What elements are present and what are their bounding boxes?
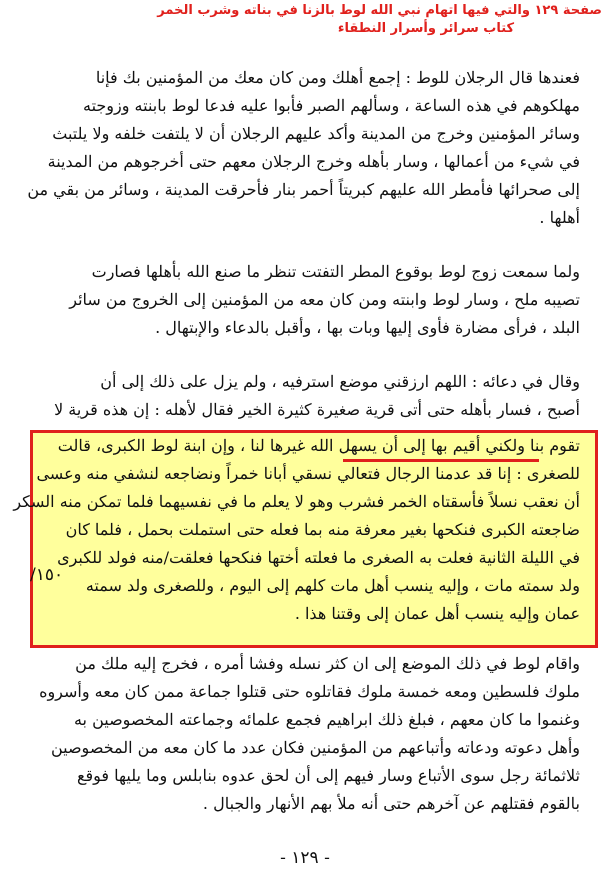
page-number: - ١٢٩ -	[280, 848, 330, 868]
text-line: وسائر المؤمنين وخرج من المدينة وأكد عليهم الرجلان أن لا يلتفت خلفه ولا يلتبث	[52, 124, 580, 143]
text-line: البلد ، فرأى مضارة فأوى إليها وبات بها ، وأقبل بالدعاء والإبتهال .	[155, 318, 580, 337]
text-line: ولد سمته مات ، وإليه ينسب أهل مات كلهم إلى اليوم ، وللصغرى ولد سمته	[85, 576, 580, 595]
header-line-1: صفحة ١٢٩ والتي فيها اتهام نبي الله لوط بالزنا في بناته وشرب الخمر	[157, 3, 602, 18]
text-line: ثلاثمائة رجل سوى الأتباع وسار فيهم إلى أن لحق عدوه بنابلس وما يليها فوقع	[77, 766, 580, 785]
text-line: فعندها قال الرجلان للوط : إجمع أهلك ومن كان معك من المؤمنين بك فإنا	[95, 68, 580, 87]
header-line-2: كتاب سرائر وأسرار النطقاء	[337, 21, 515, 36]
text-line: للصغرى : إنا قد عدمنا الرجال فتعالي نسقي أبانا خمراً ونضاجعه لنشفي منه وعسى	[36, 464, 580, 483]
text-line: إلى صحرائها فأمطر الله عليهم كبريتاً أحمر بنار فأحرقت المدينة ، وسائر من بقي من	[27, 180, 580, 199]
text-line: أصبح ، فسار بأهله حتى أتى قرية صغيرة كثيرة الخير فقال لأهله : إن هذه قرية لا	[54, 400, 580, 419]
text-line: وغنموا ما كان معهم ، فبلغ ذلك ابراهيم فجمع علمائه وجماعته المخصوصين به	[73, 710, 580, 729]
text-line: في الليلة الثانية فعلت به الصغرى ما فعلته أختها فنكحها فعلقت/منه فولد للكبرى	[57, 548, 580, 567]
text-line: تقوم بنا ولكني أقيم بها إلى أن يسهل الله غيرها لنا ، وإن ابنة لوط الكبرى، قالت	[57, 436, 580, 455]
paragraph-2	[60, 258, 580, 342]
header-annotation	[157, 2, 602, 38]
paragraph-5	[39, 650, 580, 818]
margin-page-marker: /١٥٠	[30, 565, 64, 585]
text-line: ضاجعته الكبرى فنكحها بغير معرفة منه بما فعله حتى استملت بحمل ، فلما كان	[65, 520, 580, 539]
paragraph-3	[54, 368, 580, 424]
text-line: ولما سمعت زوج لوط بوقوع المطر التفتت تنظر ما صنع الله بأهلها فصارت	[91, 262, 580, 281]
text-line: عمان وإليه ينسب أهل عمان إلى وقتنا هذا .	[294, 604, 580, 623]
text-line: أهلها .	[539, 208, 580, 227]
text-line: ملوك فلسطين ومعه خمسة ملوك فقاتلوه حتى قتلوا جماعة ممن كان معه وأسروه	[39, 682, 580, 701]
text-line: مهلكوهم في هذه الساعة ، وسألهم الصبر فأبوا عليه فدعا لوط بابنته وزوجته	[82, 96, 580, 115]
text-line: واقام لوط في ذلك الموضع إلى ان كثر نسله وفشا أمره ، فخرج إليه ملك من	[75, 654, 580, 673]
text-line: وقال في دعائه : اللهم ارزقني موضع استرفيه ، ولم يزل على ذلك إلى أن	[100, 372, 580, 391]
text-line: أن نعقب نسلاً فأسقتاه الخمر فشرب وهو لا يعلم ما في نفسيهما فلما تمكن منه السكر	[13, 492, 580, 511]
paragraph-1	[27, 64, 580, 232]
text-line: بالقوم فقتلهم عن آخرهم حتى أنه ملأ بهم الأنهار والجبال .	[202, 794, 580, 813]
text-line: في شيء من أعمالها ، وسار بأهله وخرج الرجلان معهم حتى أخرجوهم من المدينة	[47, 152, 580, 171]
text-line: تصيبه ملح ، وسار لوط وابنته ومن كان معه من المؤمنين إلى الخروج من سائر	[69, 290, 580, 309]
text-line: وأهل دعوته ودعاته وأتباعهم من المؤمنين فكان عدد ما كان معه من المخصوصين	[50, 738, 580, 757]
